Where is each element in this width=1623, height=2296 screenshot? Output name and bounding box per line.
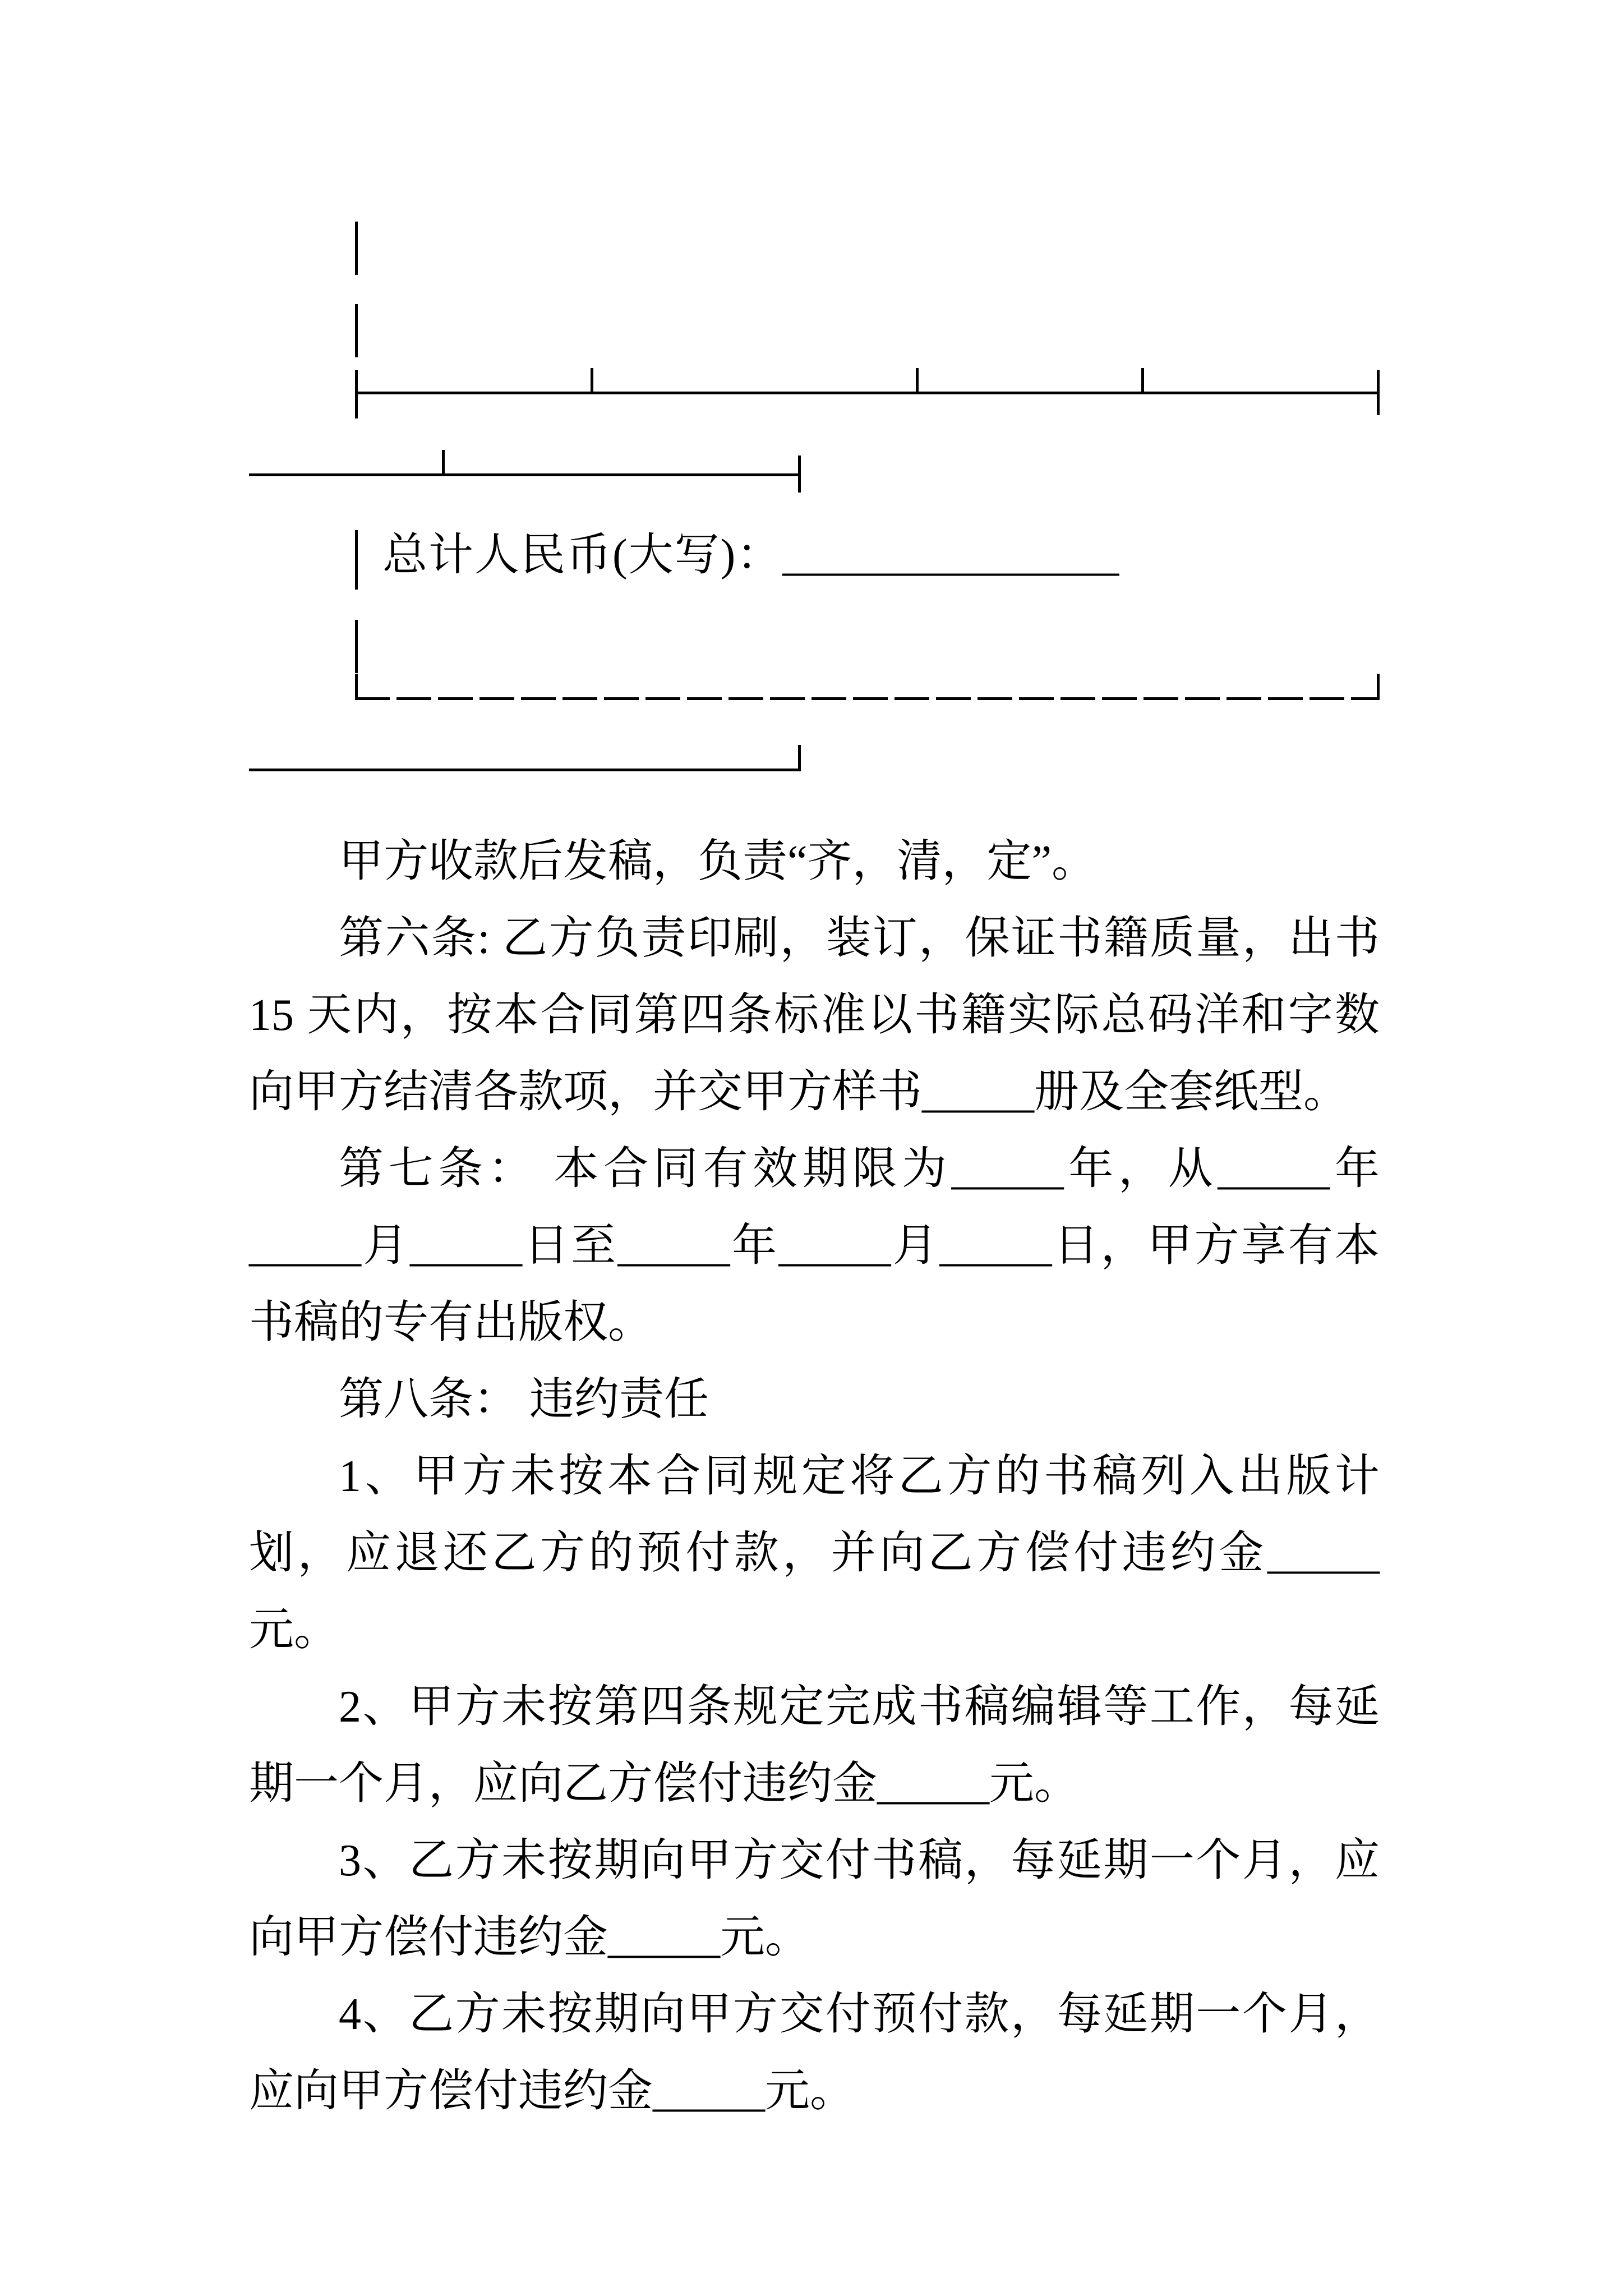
table-row-separator-right-tick (1377, 370, 1380, 415)
table-row-separator-left-tick (355, 370, 358, 418)
table-bottom-border-line (355, 697, 1380, 700)
paragraph-breach-item-1: 1、甲方未按本合同规定将乙方的书稿列入出版计划，应退还乙方的预付款，并向乙方偿付违约金_____元。 (249, 1452, 1380, 1655)
table-cell-border (355, 530, 358, 590)
total-amount-blank: _______________ (782, 531, 1119, 580)
table-column-tick-3 (1141, 368, 1144, 394)
paragraph-breach-item-2: 2、甲方未按第四条规定完成书稿编辑等工作，每延期一个月，应向乙方偿付违约金_____元。 (249, 1682, 1380, 1809)
table-subline-2-right-tick (798, 745, 801, 771)
table-subline-1 (249, 473, 801, 476)
table-subline-1-tick (442, 450, 445, 476)
table-column-tick-1 (591, 368, 593, 394)
table-border-vertical-2 (355, 304, 358, 357)
table-border-vertical-3 (355, 620, 358, 673)
table-bottom-border-left-corner (355, 674, 358, 700)
paragraph-delivery-note: 甲方收款后发稿，负责“齐，清，定”。 (339, 837, 1097, 886)
paragraph-article-7: 第七条： 本合同有效期限为_____年，从_____年_____月_____日至_____年_____月_____日，甲方享有本书稿的专有出版权。 (249, 1144, 1380, 1347)
table-column-tick-2 (916, 368, 919, 394)
table-subline-1-right-tick (798, 455, 801, 493)
total-amount-row (355, 524, 1119, 590)
table-row-separator-line (355, 392, 1380, 394)
table-bottom-border-right-tick (1377, 674, 1380, 700)
paragraph-breach-item-3: 3、乙方未按期向甲方交付书稿，每延期一个月，应向甲方偿付违约金_____元。 (249, 1836, 1380, 1962)
contract-body (249, 823, 1380, 2130)
table-subline-2 (249, 769, 801, 771)
table-border-vertical-1 (355, 222, 358, 275)
paragraph-article-8-heading: 第八条： 违约责任 (339, 1375, 709, 1424)
total-amount-label: 总计人民币(大写)： (382, 531, 783, 580)
paragraph-breach-item-4: 4、乙方未按期向甲方交付预付款，每延期一个月，应向甲方偿付违约金_____元。 (249, 1990, 1380, 2116)
paragraph-article-6: 第六条: 乙方负责印刷，装订，保证书籍质量，出书 15 天内，按本合同第四条标准以书籍实际总码洋和字数向甲方结清各款项，并交甲方样书_____册及全套纸型。 (249, 914, 1380, 1117)
